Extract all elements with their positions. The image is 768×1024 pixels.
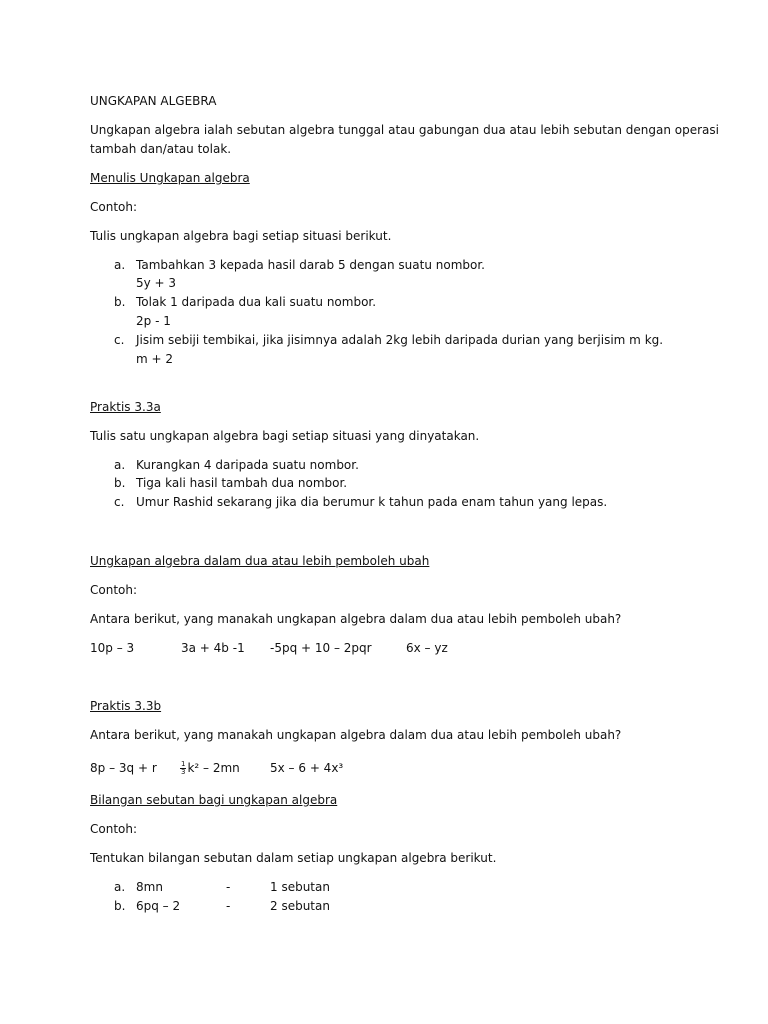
list-text: Tambahkan 3 kepada hasil darab 5 dengan suatu nombor. — [136, 258, 485, 272]
practice-heading-b: Praktis 3.3b — [90, 699, 162, 713]
answer-expression: 5y + 3 — [136, 276, 177, 290]
row-expression: 8mn — [136, 880, 163, 894]
fraction-numerator: 1 — [181, 760, 186, 768]
row-label: b. — [114, 899, 126, 913]
list-text: Jisim sebiji tembikai, jika jisimnya adalah 2kg lebih daripada durian yang berjisim m kg. — [136, 333, 664, 347]
row-count: 1 sebutan — [270, 880, 330, 894]
intro-line-1: Ungkapan algebra ialah sebutan algebra tunggal atau gabungan dua atau lebih sebutan dengan operasi — [90, 123, 719, 137]
instruction-text: Tentukan bilangan sebutan dalam setiap ungkapan algebra berikut. — [90, 851, 497, 865]
table-row — [0, 898, 400, 914]
answer-expression: 2p - 1 — [136, 314, 171, 328]
list-text: Tiga kali hasil tambah dua nombor. — [136, 476, 348, 490]
section-heading-term-count: Bilangan sebutan bagi ungkapan algebra — [90, 793, 338, 807]
section-heading-multivariable: Ungkapan algebra dalam dua atau lebih pemboleh ubah — [90, 554, 430, 568]
expression: 3a + 4b -1 — [181, 641, 245, 655]
section-heading-writing: Menulis Ungkapan algebra — [90, 171, 250, 185]
row-count: 2 sebutan — [270, 899, 330, 913]
row-dash: - — [226, 880, 231, 894]
question-text: Antara berikut, yang manakah ungkapan algebra dalam dua atau lebih pemboleh ubah? — [90, 612, 622, 626]
table-row — [0, 879, 400, 895]
expression — [180, 760, 240, 776]
list-label: b. — [114, 295, 126, 309]
list-text: Umur Rashid sekarang jika dia berumur k tahun pada enam tahun yang lepas. — [136, 495, 608, 509]
practice-heading-a: Praktis 3.3a — [90, 400, 161, 414]
example-label: Contoh: — [90, 583, 138, 597]
fraction-denominator: 3 — [181, 768, 186, 776]
expression: 10p – 3 — [90, 641, 135, 655]
expression: -5pq + 10 – 2pqr — [270, 641, 372, 655]
question-text: Antara berikut, yang manakah ungkapan algebra dalam dua atau lebih pemboleh ubah? — [90, 728, 622, 742]
intro-line-2: tambah dan/atau tolak. — [90, 142, 232, 156]
list-label: a. — [114, 458, 126, 472]
list-label: c. — [114, 495, 125, 509]
example-label: Contoh: — [90, 200, 138, 214]
expression: 6x – yz — [406, 641, 448, 655]
example-label: Contoh: — [90, 822, 138, 836]
list-label: c. — [114, 333, 125, 347]
expression-rest: k² – 2mn — [187, 761, 240, 775]
list-text: Kurangkan 4 daripada suatu nombor. — [136, 458, 359, 472]
instruction-text: Tulis ungkapan algebra bagi setiap situasi berikut. — [90, 229, 392, 243]
expression: 8p – 3q + r — [90, 761, 157, 775]
practice-instruction: Tulis satu ungkapan algebra bagi setiap situasi yang dinyatakan. — [90, 429, 480, 443]
row-dash: - — [226, 899, 231, 913]
row-label: a. — [114, 880, 126, 894]
list-label: a. — [114, 258, 126, 272]
fraction — [180, 761, 186, 776]
answer-expression: m + 2 — [136, 352, 174, 366]
expression: 5x – 6 + 4x³ — [270, 761, 344, 775]
row-expression: 6pq – 2 — [136, 899, 181, 913]
list-text: Tolak 1 daripada dua kali suatu nombor. — [136, 295, 377, 309]
list-label: b. — [114, 476, 126, 490]
page-title: UNGKAPAN ALGEBRA — [90, 94, 217, 108]
